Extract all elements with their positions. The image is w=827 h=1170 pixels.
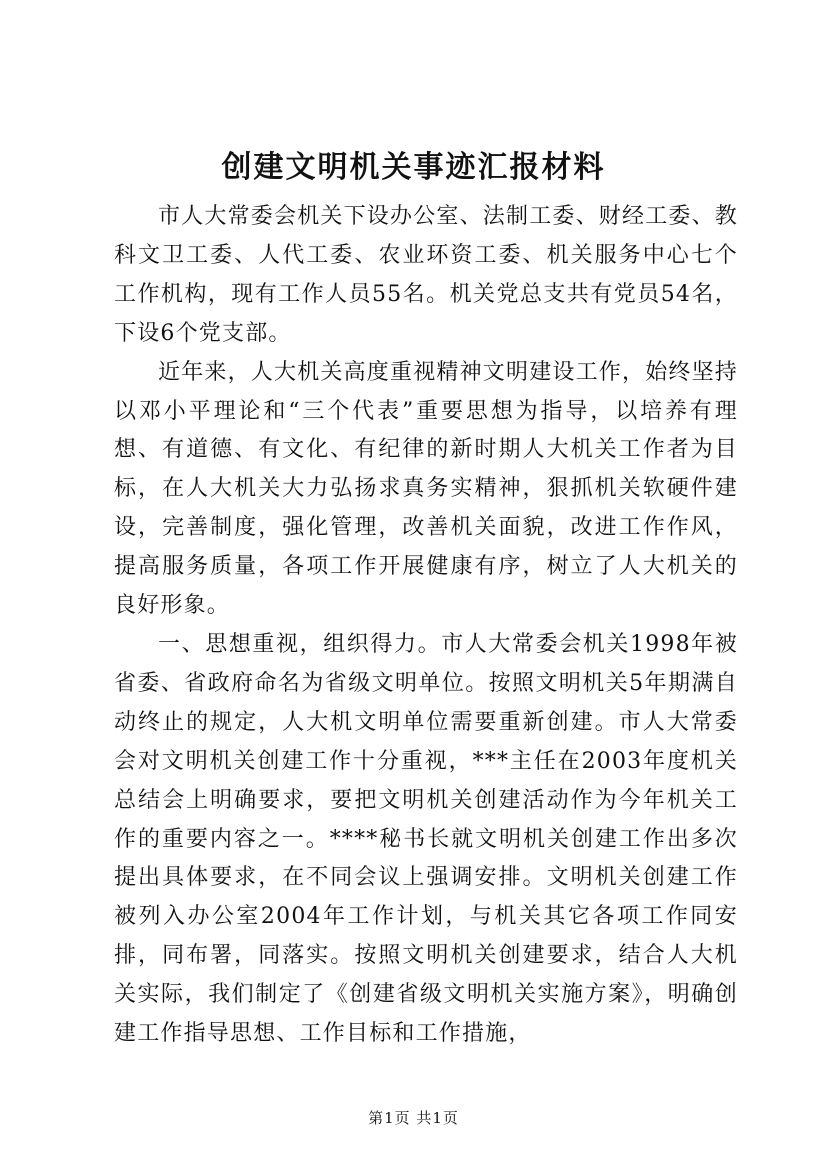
body-paragraph-3: 一、思想重视，组织得力。市人大常委会机关1998年被省委、省政府命名为省级文明单位。按照文明机关5年期满自动终止的规定，人大机文明单位需要重新创建。市人大常委会对文明机关创建工作十分重视，***主任在2003年度机关总结会上明确要求，要把文明机关创建活动作为今年机关工作的重要内容之一。****秘书长就文明机关创建工作出多次提出具体要求，在不同会议上强调安排。文明机关创建工作被列入办公室2004年工作计划，与机关其它各项工作同安排，同布署，同落实。按照文明机关创建要求，结合人大机关实际，我们制定了《创建省级文明机关实施方案》，明确创建工作指导思想、工作目标和工作措施， <box>114 631 738 1047</box>
document-body <box>114 198 738 1054</box>
body-paragraph-1: 市人大常委会机关下设办公室、法制工委、财经工委、教科文卫工委、人代工委、农业环资工委、机关服务中心七个工作机构，现有工作人员55名。机关党总支共有党员54名，下设6个党支部。 <box>114 204 739 346</box>
document-title: 创建文明机关事迹汇报材料 <box>221 150 606 185</box>
body-paragraph-2: 近年来，人大机关高度重视精神文明建设工作，始终坚持以邓小平理论和“三个代表”重要思想为指导，以培养有理想、有道德、有文化、有纪律的新时期人大机关工作者为目标，在人大机关大力弘扬求真务实精神，狠抓机关软硬件建设，完善制度，强化管理，改善机关面貌，改进工作作风，提高服务质量，各项工作开展健康有序，树立了人大机关的良好形象。 <box>114 359 739 619</box>
page-number-footer: 第1页 共1页 <box>368 1109 459 1127</box>
